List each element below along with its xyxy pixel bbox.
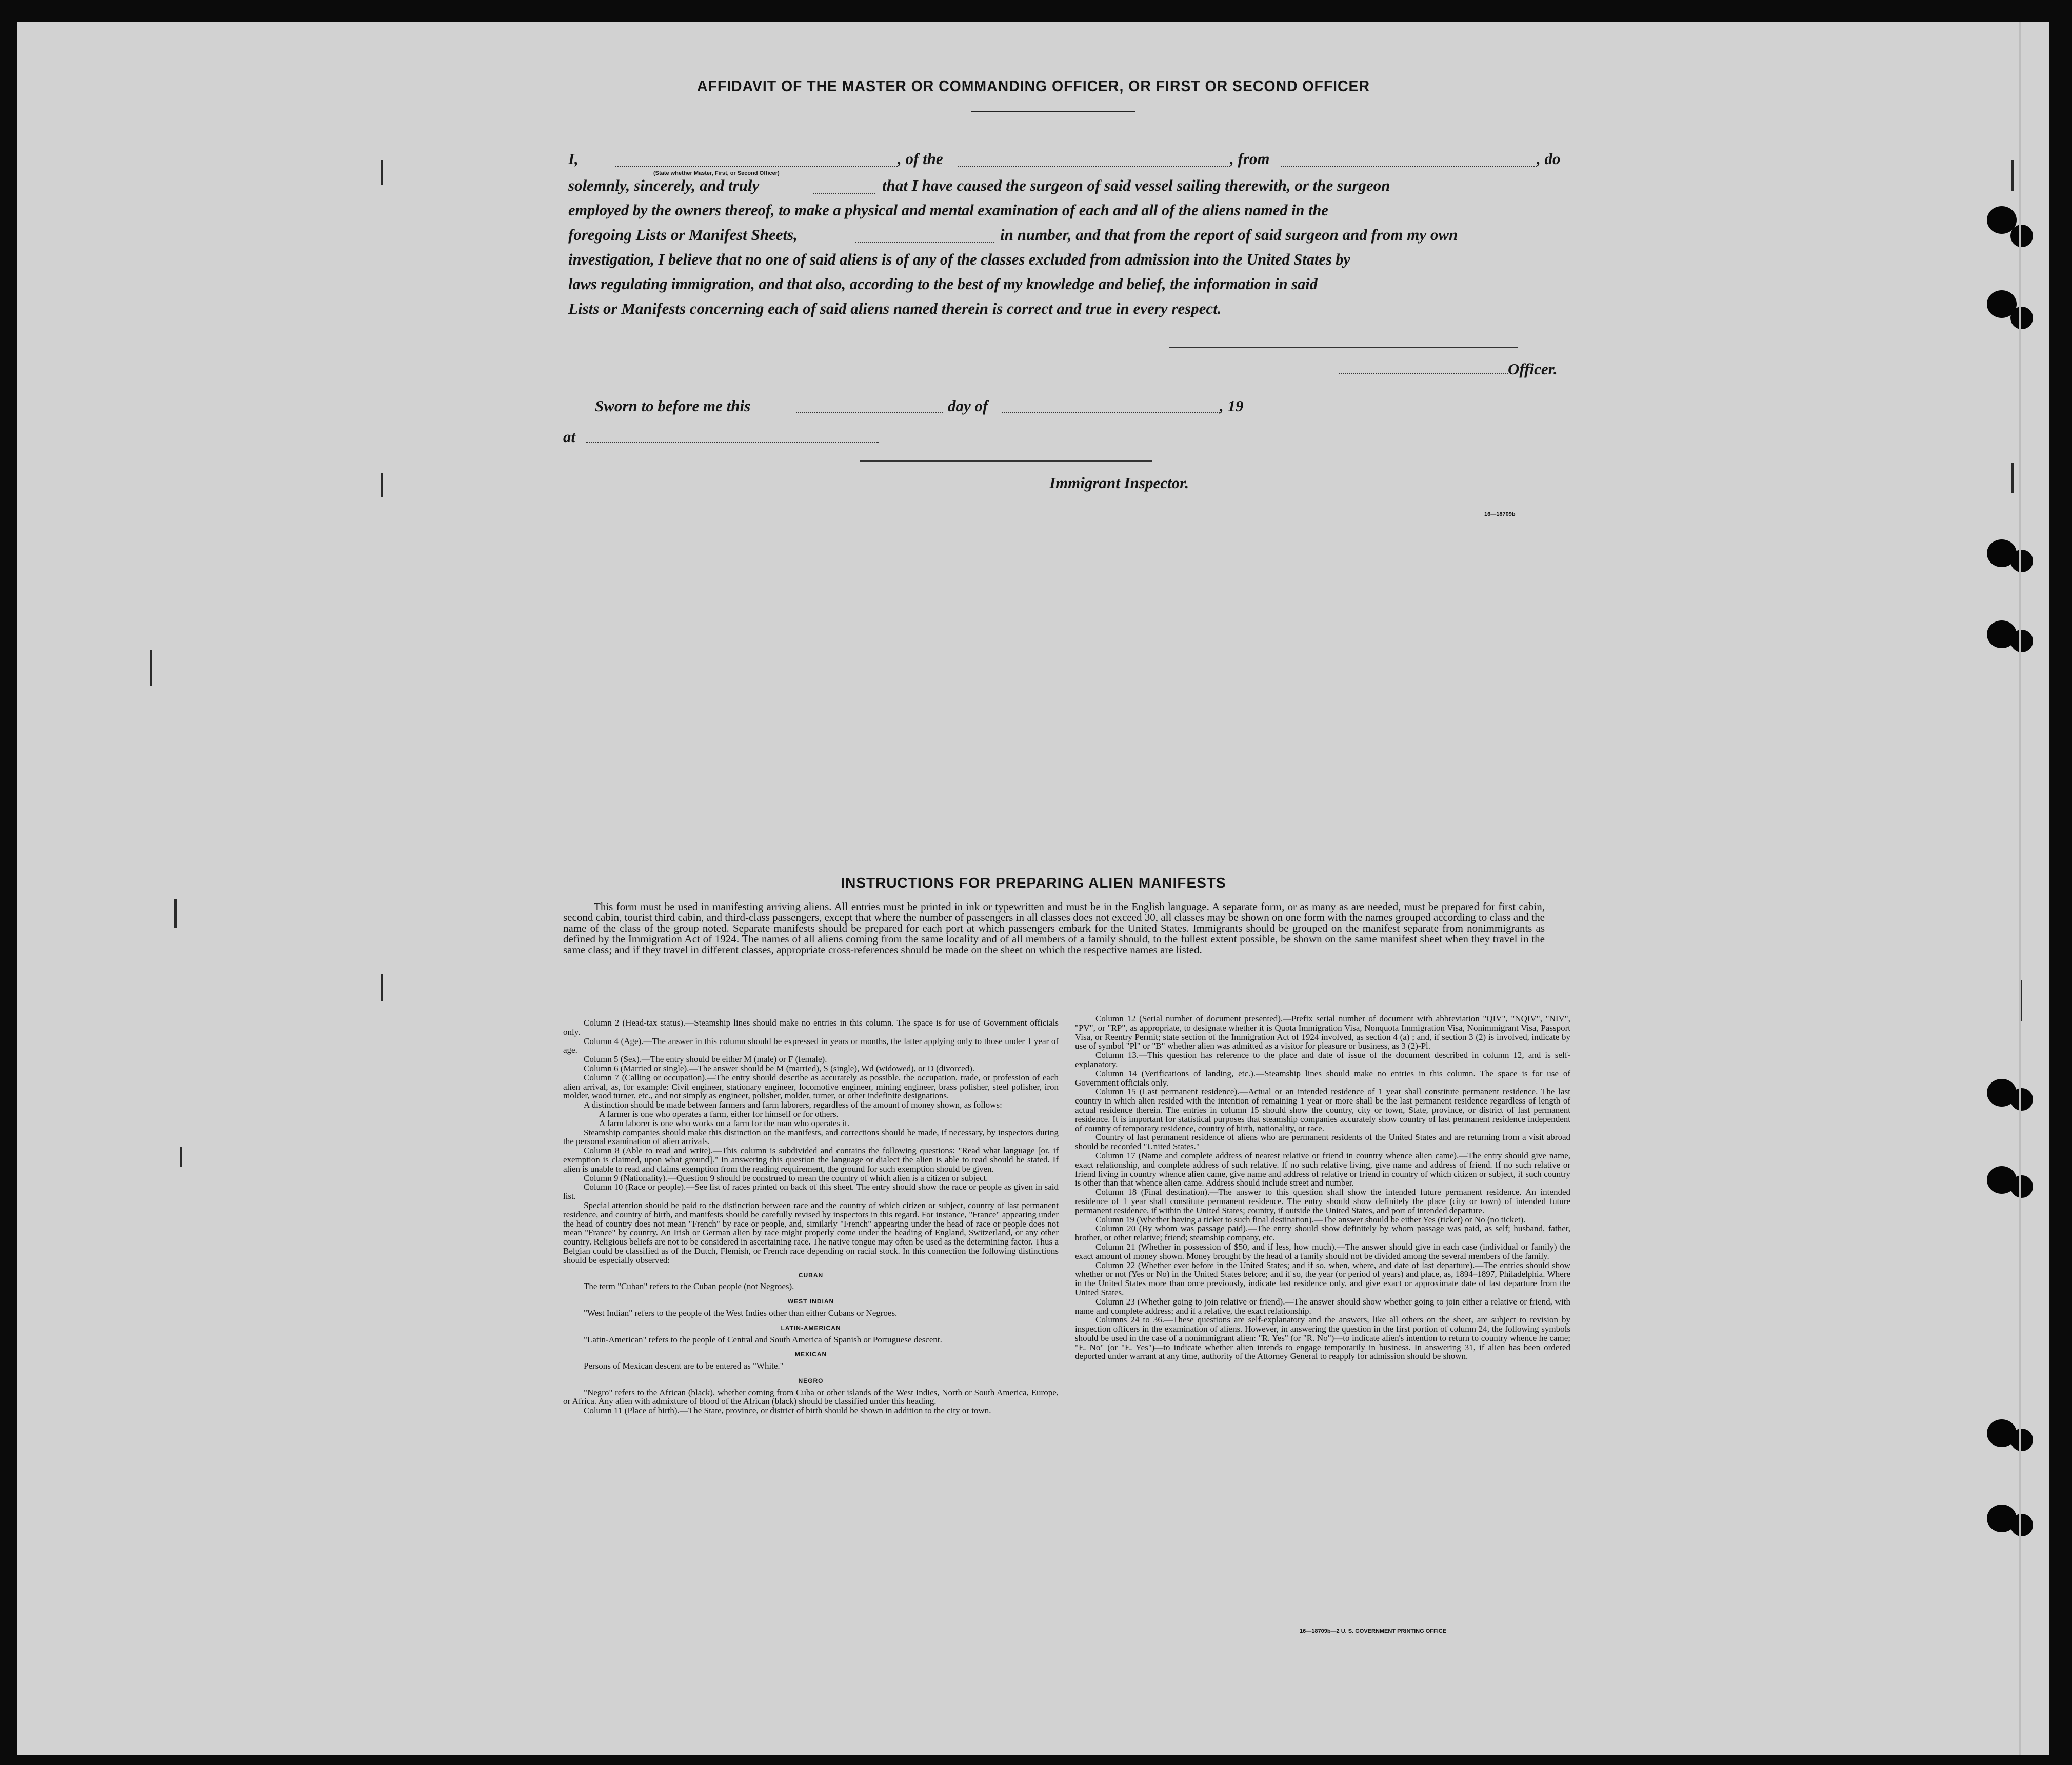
aff-text-line5: investigation, I believe that no one of said aliens is of any of the classes excluded from admission into the United States by (568, 250, 1350, 268)
instructions-left-column (563, 1018, 1059, 1415)
punch-hole (2010, 1514, 2033, 1536)
instruction-paragraph: Column 15 (Last permanent residence).—Actual or an intended residence of 1 year shall constitute permanent residence. The last country in which alien resided with the intention of remaining 1 year or more shall be the last permanent residence regardless of length of actual residence therein. The entries in column 15 should show the country, city or town, State, province, or district of last permanent residence. It is important for statistical purposes that steamship companies accurately show country of last permanent residence independent of country of temporary residence, country of birth, nationality, or race. (1075, 1087, 1570, 1133)
edge-mark (381, 974, 383, 1001)
edge-mark (2011, 463, 2014, 493)
title-rule (971, 111, 1135, 112)
instruction-paragraph: A distinction should be made between farmers and farm laborers, regardless of the amount of money shown, as follows: (584, 1100, 1002, 1110)
manifest-sheet (17, 22, 2049, 1755)
printing-office-footer: 16—18709b—2 U. S. GOVERNMENT PRINTING OFFICE (1300, 1628, 1447, 1634)
race-definition: Persons of Mexican descent are to be entered as "White." (584, 1361, 784, 1371)
sheet-count-field[interactable] (855, 242, 994, 243)
race-heading-west-indian: WEST INDIAN (787, 1298, 834, 1306)
instruction-paragraph: A farm laborer is one who works on a farm for the man who operates it. (599, 1118, 850, 1128)
edge-mark (174, 899, 177, 928)
edge-mark (381, 473, 383, 497)
officer-label: Officer. (1508, 360, 1558, 378)
instruction-paragraph: Column 20 (By whom was passage paid).—The entry should show definitely by whom passage was paid, as self; husband, father, brother, or other relative; friend; steamship company, etc. (1075, 1224, 1570, 1243)
inspector-signature-line[interactable] (860, 460, 1152, 462)
aff-text-line4a: foregoing Lists or Manifest Sheets, (568, 226, 798, 244)
affidavit-title: AFFIDAVIT OF THE MASTER OR COMMANDING OFFICER, OR FIRST OR SECOND OFFICER (697, 77, 1370, 95)
aff-text-from: , from (1230, 150, 1270, 168)
instruction-paragraph: Column 17 (Name and complete address of nearest relative or friend in country whence alien came).—The entry should give name, exact relationship, and complete address of such relative. If no such relative living, give name and address of friend. If no such relative or friend living in country whence alien came, give name and address of relative or friend in country of which citizen or subject, if such country is other than that whence alien came. Address should include street and number. (1075, 1150, 1570, 1188)
instruction-paragraph: Columns 24 to 36.—These questions are self-explanatory and the answers, like all others on the sheet, are subject to revision by inspection officers in the examination of aliens. However, in answering the question in the first portion of column 24, the following symbols should be used in the case of a nonimmigrant alien: "R. Yes" (or "R. No")—to indicate alien's intention to return to country whence he came; "E. No" (or "E. Yes")—to indicate whether alien intends to engage temporarily in business. In answering 31, if alien has been ordered deported under warrant at any time, authority of the Attorney General to reapply for admission should be shown. (1075, 1315, 1570, 1361)
aff-text-line3: employed by the owners thereof, to make a physical and mental examination of each and all of the aliens named in the (568, 201, 1328, 219)
aff-text-line2b: that I have caused the surgeon of said vessel sailing therewith, or the surgeon (882, 176, 1390, 194)
instruction-paragraph: Column 18 (Final destination).—The answer to this question shall show the intended future permanent residence. An intended residence of 1 year shall constitute permanent residence. The entry should show definitely the place (city or town) of intended future permanent residence, if within the United States; country, if outside the United States, and port of intended departure. (1075, 1187, 1570, 1215)
edge-mark (150, 650, 152, 686)
punch-hole (2010, 550, 2033, 572)
sworn-day-field[interactable] (796, 412, 943, 413)
punch-hole (2010, 225, 2033, 247)
aff-text-line6: laws regulating immigration, and that also, according to the best of my knowledge and belief, the information in said (568, 275, 1318, 293)
sworn-month-field[interactable] (1002, 412, 1220, 413)
aff-text-line2a: solemnly, sincerely, and truly (568, 176, 760, 194)
swear-field[interactable] (813, 193, 875, 194)
punch-hole (2010, 1429, 2033, 1451)
race-heading-negro: NEGRO (798, 1377, 824, 1385)
instruction-paragraph: Column 23 (Whether going to join relative or friend).—The answer should show whether going to join either a relative or friend, with name and complete address; and if a relative, the exact relationship. (1075, 1296, 1570, 1316)
instruction-paragraph: Column 7 (Calling or occupation).—The entry should describe as accurately as possible, the occupation, trade, or profession of each alien arrival, as, for example: Civil engineer, stationary engineer, locomotive engineer, mining engineer, brass polisher, steel polisher, iron molder, wood turner, etc., and not simply as engineer, polisher, molder, turner, or other indefinite designations. (563, 1072, 1059, 1101)
edge-mark (180, 1147, 182, 1167)
officer-title-field[interactable] (1339, 373, 1508, 374)
race-definition: "Negro" refers to the African (black), whether coming from Cuba or other islands of the West Indies, North or South America, Europe, or Africa. Any alien with admixture of blood of the African (black) should be classified under this heading. (563, 1387, 1059, 1407)
instruction-paragraph: Column 8 (Able to read and write).—This column is subdivided and contains the following questions: "Read what language [or, if exemption is claimed, upon what ground]." In answering this question the language or dialect the alien is able to read should be stated. If alien is unable to read and claims exemption from the reading requirement, the ground for such exemption should be given. (563, 1146, 1059, 1174)
race-heading-latin-american: LATIN-AMERICAN (781, 1324, 841, 1332)
instruction-paragraph: A farmer is one who operates a farm, either for himself or for others. (599, 1109, 839, 1119)
instruction-paragraph: Column 14 (Verifications of landing, etc.).—Steamship lines should make no entries in this column. The space is for use of Government officials only. (1075, 1068, 1570, 1088)
instruction-paragraph: Steamship companies should make this distinction on the manifests, and corrections should be made, if necessary, by inspectors during the personal examination of alien arrivals. (563, 1127, 1059, 1147)
aff-text-i: I, (568, 150, 579, 168)
form-code: 16—18709b (1484, 511, 1516, 517)
race-definition: "Latin-American" refers to the people of Central and South America of Spanish or Portuguese descent. (584, 1334, 942, 1345)
officer-rank-field[interactable] (615, 166, 898, 167)
instructions-right-column (1075, 1014, 1570, 1361)
punch-hole (2010, 1088, 2033, 1111)
vessel-name-field[interactable] (958, 166, 1230, 167)
day-of-text: day of (948, 397, 988, 415)
instruction-paragraph: Column 10 (Race or people).—See list of races printed on back of this sheet. The entry should show the race or people as given in said list. (563, 1182, 1059, 1201)
instruction-paragraph: Column 11 (Place of birth).—The State, province, or district of birth should be shown in addition to the city or town. (584, 1406, 991, 1416)
instruction-paragraph: Column 4 (Age).—The answer in this column should be expressed in years or months, the latter applying only to those under 1 year of age. (563, 1036, 1059, 1055)
instruction-paragraph: Country of last permanent residence of aliens who are permanent residents of the United States and are returning from a visit abroad should be recorded "United States." (1075, 1132, 1570, 1152)
edge-mark (2011, 160, 2014, 191)
officer-signature-line[interactable] (1169, 347, 1518, 348)
at-text: at (563, 428, 576, 446)
instruction-paragraph: Column 5 (Sex).—The entry should be either M (male) or F (female). (584, 1054, 827, 1065)
instruction-paragraph: Column 19 (Whether having a ticket to such final destination).—The answer should be either Yes (ticket) or No (no ticket). (1095, 1214, 1526, 1225)
instruction-paragraph: Special attention should be paid to the distinction between race and the country of which citizen or subject, country of last permanent residence, and country of birth, and manifests should be carefully revised by inspectors in this regard. For instance, "France" appearing under the head of country does not mean "French" by race or people, and, similarly "French" appearing under the head of race or people does not mean "France" by country. An Irish or German alien by race might properly come under the heading of England, Switzerland, or any other country. Religious beliefs are not to be considered in ascertaining race. The native tongue may often be used as the determining factor. Thus a Belgian could be classified as of the Dutch, Flemish, or French race depending on racial stock. In this connection the following distinctions should be especially observed: (563, 1200, 1059, 1265)
race-definition: The term "Cuban" refers to the Cuban people (not Negroes). (584, 1281, 794, 1292)
punch-hole (2010, 630, 2033, 652)
aff-text-line4b: in number, and that from the report of said surgeon and from my own (1000, 226, 1458, 244)
race-heading-cuban: CUBAN (798, 1271, 824, 1279)
instruction-paragraph: Column 2 (Head-tax status).—Steamship lines should make no entries in this column. The space is for use of Government officials only. (563, 1018, 1059, 1037)
instruction-paragraph: Column 9 (Nationality).—Question 9 should be construed to mean the country of which alien is a citizen or subject. (584, 1173, 988, 1183)
instructions-intro: This form must be used in manifesting arriving aliens. All entries must be printed in ink or typewritten and must be in the English language. A separate form, or as many as are needed, must be prepared for first cabin, second cabin, tourist third cabin, and third-class passengers, except that where the number of passengers in all classes does not exceed 30, all classes may be shown on one form with the names grouped according to class and the name of the class of the group noted. Separate manifests should be prepared for each port at which passengers embark for the United States. Immigrants should be grouped on the manifest separate from nonimmigrants as defined by the Immigration Act of 1924. The names of all aliens coming from the same locality and of all members of a family should, to the fullest extent possible, be shown on the same manifest sheet when they travel in the same class; and if they travel in different classes, appropriate cross-references should be made on the sheet on which the respective names are listed. (563, 900, 1545, 956)
inspector-label: Immigrant Inspector. (1049, 474, 1189, 492)
rank-note: (State whether Master, First, or Second Officer) (653, 170, 780, 176)
instruction-paragraph: Column 13.—This question has reference to the place and date of issue of the document described in column 12, and is self-explanatory. (1075, 1050, 1570, 1069)
year-prefix: , 19 (1220, 397, 1244, 415)
instruction-paragraph: Column 12 (Serial number of document presented).—Prefix serial number of document with abbreviation "QIV", "NQIV", "NIV", "PV", or "RP", as appropriate, to designate whether it is Quota Immigration Visa, Nonquota Immigration Visa, Nonimmigrant Visa, Passport Visa, or Reentry Permit; state section of the Immigration Act of 1924 involved, as section 4 (a) ; and, if section 3 (2) is involved, indicate by use of symbol "Pl" or "B" whether alien was admitted as a visitor for pleasure or business, as 3 (2)-Pl. (1075, 1014, 1570, 1051)
aff-text-of: , of the (898, 150, 943, 168)
race-heading-mexican: MEXICAN (794, 1351, 827, 1358)
instruction-paragraph: Column 6 (Married or single).—The answer should be M (married), S (single), Wd (widowed), or D (divorced). (584, 1063, 975, 1073)
sworn-text: Sworn to before me this (595, 397, 751, 415)
aff-text-do: , do (1537, 150, 1561, 168)
aff-text-line7: Lists or Manifests concerning each of said aliens named therein is correct and true in every respect. (568, 299, 1222, 317)
punch-hole (2010, 307, 2033, 329)
instructions-title: INSTRUCTIONS FOR PREPARING ALIEN MANIFESTS (841, 875, 1226, 891)
race-definition: "West Indian" refers to the people of the West Indies other than either Cubans or Negroes. (584, 1308, 898, 1318)
edge-mark (381, 160, 383, 185)
sworn-place-field[interactable] (586, 442, 879, 443)
punch-hole (2010, 1175, 2033, 1198)
instruction-paragraph: Column 22 (Whether ever before in the United States; and if so, when, where, and date of last departure).—The entries should show whether or not (Yes or No) in the United States before; and if so, the year (or period of years) and place, as, 1894–1897, Philadelphia. Where in the United States more than once previously, indicate last residence only, and give exact or approximate date of last departure from the United States. (1075, 1260, 1570, 1297)
instruction-paragraph: Column 21 (Whether in possession of $50, and if less, how much).—The answer should give in each case (individual or family) the exact amount of money shown. Money brought by the head of a family should not be divided among the several members of the family. (1075, 1241, 1570, 1261)
port-from-field[interactable] (1281, 166, 1537, 167)
